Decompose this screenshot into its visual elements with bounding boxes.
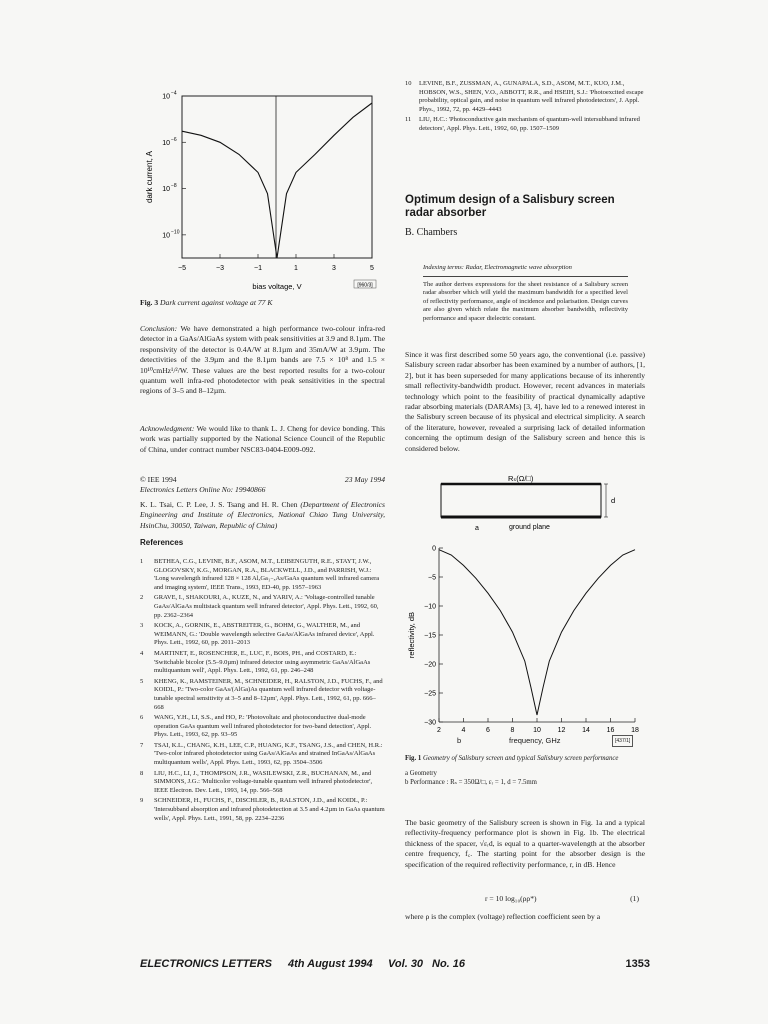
- fig3-ylabel: dark current, A: [145, 150, 154, 204]
- fig1-xtick-label: 14: [582, 727, 590, 734]
- reference-text: WANG, Y.H., LI, S.S., and HO, P.: 'Photovoltaic and photoconductive dual-mode operation GaAs quantum well infrared photodetector for two-band detection', Appl. Phys. Lett., 1993, 62, pp. 93–95: [154, 714, 372, 739]
- indexing-terms: Indexing terms: Radar, Electromagnetic wave absorption: [423, 264, 628, 277]
- fig3-ytick-label: 10: [162, 232, 170, 240]
- fig3-ytick-label: 10: [162, 139, 170, 147]
- fig1-ytick-label: −20: [424, 661, 436, 669]
- fig1-ylabel: reflectivity, dB: [407, 611, 416, 659]
- fig3-xlabel: bias voltage, V: [252, 282, 302, 291]
- fig3-plot-frame: [182, 96, 372, 258]
- reference-text: MARTINET, E., ROSENCHER, E., LUC, F., BOIS, PH., and COSTARD, E.: 'Switchable bicolor (5.5–9.0µm) infrared detector using asymmetric GaAs/AlGaAs multiquantum well', Appl. Phys. Lett., 1992, 61, pp. 246–248: [154, 649, 371, 675]
- issue-date: 4th August 1994: [288, 958, 373, 970]
- fig1-xtick-label: 4: [461, 727, 466, 734]
- ground-plane-label: ground plane: [509, 524, 550, 531]
- reference-item: [140, 678, 385, 712]
- equation-1: [405, 894, 645, 906]
- fig3-caption: [140, 298, 385, 308]
- reference-item: [140, 622, 385, 648]
- reference-item: [140, 558, 385, 592]
- journal-name: ELECTRONICS LETTERS: [140, 958, 273, 970]
- fig3-tag: [960/3]: [357, 282, 373, 289]
- fig1-salisbury-figure: [405, 470, 645, 734]
- fig1-xtick-label: 18: [631, 727, 639, 734]
- body-paragraph: The basic geometry of the Salisbury screen is shown in Fig. 1a and a typical reflectivity-frequency performance plot is shown in Fig. 1b. The electrical thickness of the spacer, √εᵣd, is equal to a quarter-wavelength at the absorber centre frequency, f꜀. The starting point for the absorber design is the specification of the required reflectivity performance, r, in dB. Hence: [405, 818, 645, 869]
- sheet-resistance-label: Rₛ(Ω/□): [508, 474, 534, 483]
- reference-text: KHENG, K., RAMSTEINER, M., SCHNEIDER, H., RALSTON, J.D., FUCHS, F., and KOIDL, P.: 'Two-color GaAs/(AlGa)As quantum well infrared detector with voltage-tunable spectral sensitivity at 3–5 and 8–12µm', Appl. Phys. Lett., 1992, 61, pp. 666–668: [154, 677, 383, 711]
- volume: Vol. 30: [388, 958, 424, 970]
- ack-text: We would like to thank L. J. Cheng for device bonding. This work was partially supported by the National Science Council of the Republic of China, under contract number NSC83-0404-E009-092.: [140, 424, 386, 454]
- fig3-ytick-label: 10: [162, 186, 170, 194]
- fig3-caption-label: Fig. 3: [140, 298, 159, 307]
- article-author: B. Chambers: [405, 227, 458, 238]
- references-heading: References: [140, 538, 184, 547]
- reference-item: [405, 116, 645, 133]
- acknowledgment-paragraph: [140, 424, 385, 455]
- article-heading: [405, 194, 645, 238]
- page-footer: [140, 958, 650, 978]
- reference-text: TSAI, K.L., CHANG, K.H., LEE, C.P., HUANG, K.F., TSANG, J.S., and CHEN, H.R.: 'Two-color infrared photodetector using GaAs/AlGaAs and strained InGaAs/AlGaAs multiquantum wells', Appl. Phys. Lett., 1993, 62, pp. 3504–3506: [154, 741, 383, 767]
- online-number: Electronics Letters Online No: 19940866: [140, 485, 266, 495]
- fig1-xlabel: frequency, GHz: [509, 736, 561, 745]
- fig3-ytick-exponent: −8: [171, 183, 177, 190]
- received-date: 23 May 1994: [344, 475, 385, 484]
- reference-text: LIU, H.C., LI, J., THOMPSON, J.R., WASILEWSKI, Z.R., BUCHANAN, M., and SIMMONS, J.G.: 'Multicolor voltage-tunable quantum well infrared photodetector', IEEE Electron. Dev. Lett., 1993, 14, pp. 566–568: [154, 769, 373, 794]
- fig1-caption-text: Geometry of Salisbury screen and typical Salisbury screen performance: [422, 755, 619, 762]
- ack-heading: Acknowledgment:: [140, 424, 195, 433]
- reference-number: 4: [140, 649, 144, 657]
- continuation-text: where ρ is the complex (voltage) reflection coefficient seen by a: [405, 912, 601, 921]
- abstract-text: The author derives expressions for the sheet resistance of a Salisbury screen radar absorber which will yield the maximum bandwidth for a specified level of reflectivity performance, angle of incidence and polarisation. Design curves are also given which relate the maximum absorber bandwidth, reflectivity performance and spacer dielectric constant.: [423, 280, 628, 322]
- reference-text: LIU, H.C.: 'Photoconductive gain mechanism of quantum-well intersubband infrared detectors', Appl. Phys. Lett., 1992, 60, pp. 1507–1509: [419, 116, 640, 132]
- fig1-legend-b: b Performance : Rₛ = 350Ω/□, εᵣ = 1, d = 7.5mm: [405, 779, 537, 786]
- fig1-ytick-label: −25: [424, 690, 436, 698]
- fig1-caption: [405, 754, 645, 787]
- reference-text: BETHEA, C.G., LEVINE, B.F., ASOM, M.T., LEIBENGUTH, R.E., STAYT, J.W., GLOGOVSKY, K.G., MORGAN, R.A., BLACKWELL, J.D., and PARRISH, W.J.: 'Long wavelength infrared 128 × 128 AlₓGa₁₋ₓAs/GaAs quantum well infrared camera and imaging system', IEEE Trans., 1993, ED-40, pp. 1957–1963: [154, 558, 380, 591]
- fig3-xtick-label: 1: [294, 265, 298, 272]
- fig1-caption-label: Fig. 1: [405, 755, 422, 762]
- reference-item: [140, 770, 385, 796]
- reference-text: SCHNEIDER, H., FUCHS, F., DISCHLER, B., RALSTON, J.D., and KOIDL, P.: 'Intersubband absorption and infrared photodetection at 3.5 and 4.2µm in GaAs quantum wells', Appl. Phys. Lett., 1991, 58, pp. 2234–2236: [154, 797, 385, 822]
- fig1-xtick-label: 10: [533, 727, 541, 734]
- references-continued: [405, 80, 645, 136]
- fig3-ytick-exponent: −4: [171, 90, 177, 97]
- reference-number: 5: [140, 677, 144, 685]
- page-number: 1353: [625, 958, 650, 970]
- fig3-xtick-label: 5: [370, 265, 374, 272]
- fig1-ytick-label: −15: [424, 632, 436, 640]
- reference-item: [140, 742, 385, 768]
- conclusion-text: We have demonstrated a high performance two-colour infra-red detector in a GaAs/AlGaAs system with peak sensitivities at 3.9 and 8.1µm. The responsivity of the detector is 0.4A/W at 8.1µm and 35mA/W at 3.9µm. The detectivities of the 3.9µm and the 8.1µm bands are 7.5 × 10⁸ and 1.5 × 10¹⁰cmHz¹/²/W. These values are the best reported results for a two-colour quantum well infra-red photodetector with peak sensitivities in the spectral regions of 3–5 and 8–12µm.: [140, 324, 385, 396]
- reference-text: GRAVE, I., SHAKOURI, A., KUZE, N., and YARIV, A.: 'Voltage-controlled tunable GaAs/AlGaAs multistack quantum well infrared detector', Appl. Phys. Lett., 1992, 60, pp. 2362–2364: [154, 594, 379, 619]
- fig1-xtick-label: 16: [606, 727, 615, 734]
- reference-item: [140, 797, 385, 823]
- reference-number: 11: [405, 116, 412, 124]
- fig1-ytick-label: 0: [432, 545, 436, 553]
- reference-number: 8: [140, 769, 144, 777]
- geometry-a-label: a: [475, 525, 479, 532]
- fig1-xtick-label: 12: [557, 727, 566, 734]
- left-authors: K. L. Tsai, C. P. Lee, J. S. Tsang and H. R. Chen: [140, 499, 298, 509]
- reference-text: LEVINE, B.F., ZUSSMAN, A., GUNAPALA, S.D., ASOM, M.T., KUO, J.M., HOBSON, W.S., SHEN, V.O., ABBOTT, R.R., and HSEIH, S.J.: 'Photoexcited escape probability, optical gain, and noise in quantum well infrared photodetectors', J. Appl. Phys., 1992, 72, pp. 4429–4443: [419, 80, 644, 113]
- fig1-ytick-label: −30: [424, 719, 436, 727]
- copyright: © IEE 1994: [140, 475, 177, 484]
- spacer-layer: [441, 484, 601, 517]
- fig1-xtick-label: 2: [437, 727, 441, 734]
- fig1-xtick-label: 6: [486, 727, 490, 734]
- issue-number: No. 16: [432, 958, 466, 970]
- fig3-ytick-exponent: −10: [171, 229, 180, 236]
- fig3-dark-current-plot: [140, 82, 390, 314]
- intro-paragraph: Since it was first described some 50 years ago, the conventional (i.e. passive) Salisbury screen radar absorber has been examined by a number of authors, [1, 2], but it has been superseded for many applications because of its inherently small reflectivity-bandwidth product. However, recent advances in materials technology which point to the feasibility of practical dynamically adaptive radar absorbing materials (DARAMs) [3, 4], have led to a renewed interest in the Salisbury screen because of its physical and electrical simplicity. A search of the literature, however, revealed a surprising lack of detailed information concerning the optimum design of the Salisbury screen and hence this is considered below.: [405, 350, 645, 453]
- reference-number: 1: [140, 558, 144, 565]
- reference-item: [140, 594, 385, 620]
- fig3-ytick-exponent: −6: [171, 136, 177, 143]
- reference-number: 10: [405, 80, 412, 87]
- reference-text: KOCK, A., GORNIK, E., ABSTREITER, G., BOHM, G., WALTHER, M., and WEIMANN, G.: 'Double wavelength selective GaAs/AlGaAs infrared device', Appl. Phys. Lett., 1992, 60, pp. 2011–2013: [154, 622, 375, 647]
- fig1-legend-a: a Geometry: [405, 770, 437, 777]
- fig3-ytick-label: 10: [162, 93, 170, 101]
- equation-text: r = 10 log₁₀(ρρ*): [485, 894, 537, 903]
- conclusion-heading: Conclusion:: [140, 324, 178, 333]
- reference-number: 9: [140, 797, 144, 805]
- fig3-xtick-label: −1: [254, 265, 262, 272]
- reference-item: [405, 80, 645, 114]
- fig3-dark-current-curve: [182, 103, 372, 258]
- reference-item: [140, 650, 385, 676]
- fig3-xtick-label: 3: [332, 265, 336, 272]
- fig1-tag: [437/1]: [612, 735, 633, 747]
- fig3-xtick-label: −3: [216, 265, 224, 272]
- left-affiliation: (Department of Electronics Engineering and Institute of Electronics, National Chiao Tung University, HsinChu, 30050, Taiwan, Republic of China): [140, 499, 386, 530]
- abstract-block: [423, 264, 628, 324]
- fig3-caption-text: Dark current against voltage at 77 K: [160, 298, 273, 307]
- fig3-xtick-label: −5: [178, 265, 186, 272]
- fig1-reflectivity-curve: [439, 550, 635, 715]
- reference-number: 6: [140, 714, 144, 722]
- fig1-ytick-label: −5: [428, 574, 436, 582]
- article-title: Optimum design of a Salisbury screen radar absorber: [405, 194, 615, 219]
- reference-number: 3: [140, 622, 144, 630]
- reference-number: 2: [140, 594, 144, 602]
- fig1-ytick-label: −10: [424, 603, 436, 611]
- reference-number: 7: [140, 741, 144, 749]
- reference-item: [140, 714, 385, 740]
- references-list: [140, 558, 385, 825]
- plot-b-label: b: [457, 736, 462, 745]
- conclusion-paragraph: [140, 324, 385, 397]
- article-info: [140, 475, 385, 531]
- thickness-label: d: [611, 496, 616, 505]
- fig1-xtick-label: 8: [510, 727, 515, 734]
- equation-number: (1): [630, 894, 639, 903]
